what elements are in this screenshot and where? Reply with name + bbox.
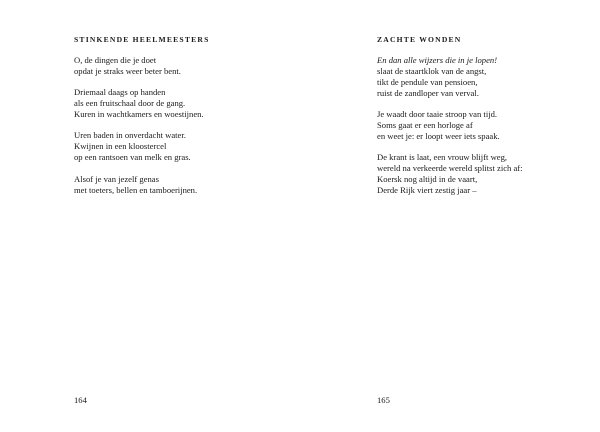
poem-line: Derde Rijk viert zestig jaar – bbox=[377, 184, 477, 195]
poem-line: Uren baden in onverdacht water. bbox=[74, 130, 186, 140]
page-number: 164 bbox=[74, 395, 87, 405]
poem-line: O, de dingen die je doet bbox=[74, 55, 157, 65]
stanza bbox=[377, 109, 500, 142]
stanza bbox=[377, 152, 523, 196]
poem-line: Kwijnen in een kloostercel bbox=[74, 140, 167, 151]
poem-line: Koersk nog altijd in de vaart, bbox=[377, 173, 478, 184]
poem-line: wereld na verkeerde wereld splitst zich af: bbox=[377, 162, 523, 173]
stanza bbox=[74, 55, 181, 77]
poem-line: als een fruitschaal door de gang. bbox=[74, 97, 186, 108]
poem-line: ruist de zandloper van verval. bbox=[377, 87, 479, 98]
poem-line: op een rantsoen van melk en gras. bbox=[74, 151, 191, 162]
poem-title: STINKENDE HEELMEESTERS bbox=[74, 35, 210, 44]
right-page bbox=[300, 0, 600, 432]
stanza bbox=[74, 130, 191, 163]
poem-line: Kuren in wachtkamers en woestijnen. bbox=[74, 108, 204, 119]
poem-line: Driemaal daags op handen bbox=[74, 87, 166, 97]
poem-line: slaat de staartklok van de angst, bbox=[377, 65, 487, 76]
stanza bbox=[377, 55, 497, 99]
poem-line: en weet je: er loopt weer iets spaak. bbox=[377, 130, 500, 141]
poem-title: ZACHTE WONDEN bbox=[377, 35, 462, 44]
stanza bbox=[74, 174, 197, 196]
poem-line: Je waadt door taaie stroop van tijd. bbox=[377, 109, 498, 119]
poem-line: met toeters, bellen en tamboerijnen. bbox=[74, 184, 198, 195]
epigraph: En dan alle wijzers die in je lopen! bbox=[377, 55, 498, 65]
poem-line: Alsof je van jezelf genas bbox=[74, 174, 159, 184]
poem-line: De krant is laat, een vrouw blijft weg, bbox=[377, 152, 508, 162]
poem-line: tikt de pendule van pensioen, bbox=[377, 76, 478, 87]
poem-line: Soms gaat er een horloge af bbox=[377, 119, 473, 130]
poem-line: opdat je straks weer beter bent. bbox=[74, 65, 181, 76]
page-number: 165 bbox=[377, 395, 390, 405]
stanza bbox=[74, 87, 204, 120]
